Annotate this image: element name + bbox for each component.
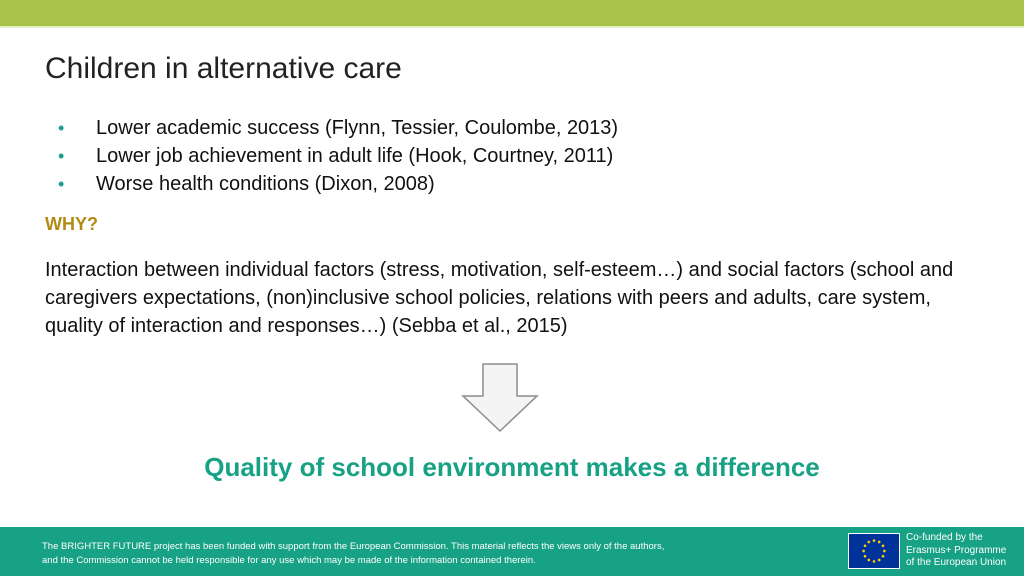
eu-star: [864, 555, 867, 558]
eu-star: [882, 544, 885, 547]
bullet-text: Lower academic success (Flynn, Tessier, Coulombe, 2013): [96, 117, 619, 139]
bullet-icon: •: [58, 174, 65, 194]
footer-bar: [0, 527, 1024, 576]
eu-label-line: Erasmus+ Programme: [906, 544, 1007, 556]
eu-star: [873, 539, 876, 542]
bullet-icon: •: [58, 118, 65, 138]
header-divider: [0, 26, 1024, 28]
why-heading: WHY?: [45, 214, 98, 234]
eu-star: [873, 560, 876, 563]
slide-title: Children in alternative care: [45, 52, 402, 85]
eu-label-line: Co-funded by the: [906, 532, 983, 543]
bullet-icon: •: [58, 146, 65, 166]
eu-cofunded-label: [906, 532, 1021, 570]
bullet-text: Worse health conditions (Dixon, 2008): [96, 173, 435, 195]
callout-text: Quality of school environment makes a difference: [204, 452, 820, 482]
bullet-text: Lower job achievement in adult life (Hook, Courtney, 2011): [96, 145, 614, 167]
eu-flag-icon: [848, 533, 900, 569]
eu-star: [882, 555, 885, 558]
header-bar: [0, 0, 1024, 26]
eu-star: [862, 550, 865, 553]
footer-disclaimer: [42, 540, 762, 568]
why-paragraph: Interaction between individual factors (stress, motivation, self-esteem…) and social factors (school and caregivers expectations, (non)inclusive school policies, relations with peers and adults, care system, quality of interaction and responses…) (Sebba et al., 2015): [45, 259, 954, 337]
eu-star: [867, 541, 870, 544]
eu-star: [883, 550, 886, 553]
eu-star: [867, 559, 870, 562]
disclaimer-line: The BRIGHTER FUTURE project has been funded with support from the European Commission. This material reflects the views only of the authors,: [42, 541, 665, 552]
eu-star: [864, 544, 867, 547]
eu-label-line: of the European Union: [906, 557, 1007, 568]
eu-star: [878, 541, 881, 544]
down-arrow-icon: [461, 363, 539, 433]
disclaimer-line: and the Commission cannot be held responsible for any use which may be made of the information contained therein.: [42, 555, 536, 566]
eu-star: [878, 559, 881, 562]
